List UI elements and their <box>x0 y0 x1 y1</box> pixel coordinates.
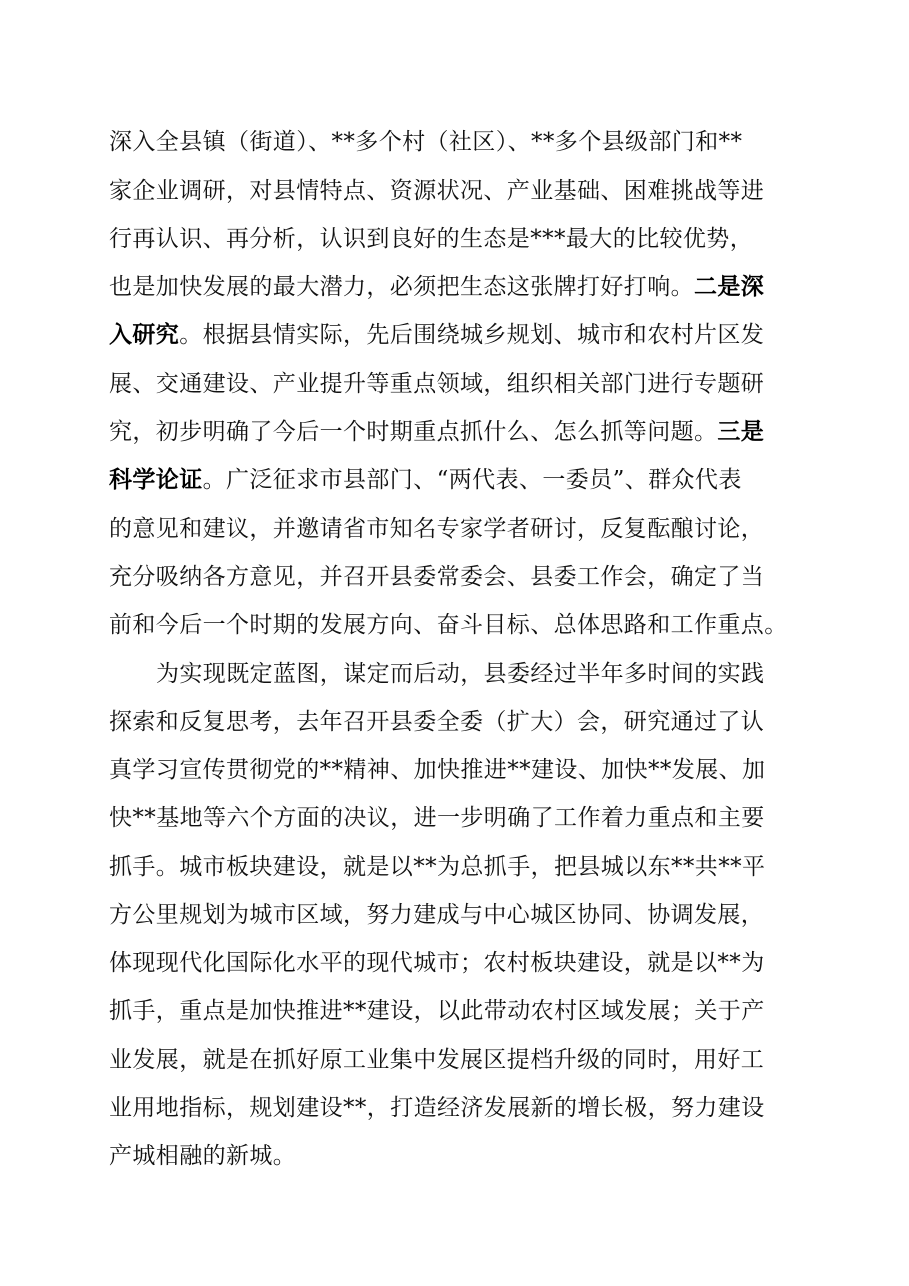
text-line-14 <box>109 750 765 790</box>
text-segment: 。根据县情实际，先后围绕城乡规划、城市和农村片区发 <box>179 322 765 348</box>
text-line-19 <box>109 991 765 1031</box>
text-line-11 <box>109 605 788 645</box>
text-segment: 究，初步明确了今后一个时期重点抓什么、怎么抓等问题。 <box>109 419 718 445</box>
text-line-3 <box>109 219 753 259</box>
text-line-5 <box>109 315 764 355</box>
text-line-8 <box>109 460 742 500</box>
text-segment: 。广泛征求市县部门、“两代表、一委员”、群众代表 <box>202 467 742 493</box>
bold-heading-segment: 科学论证 <box>109 467 203 493</box>
text-segment: 家企业调研，对县情特点、资源状况、产业基础、困难挑战等进 <box>109 178 765 204</box>
text-segment: 前和今后一个时期的发展方向、奋斗目标、总体思路和工作重点。 <box>109 612 788 638</box>
text-segment: 抓手。城市板块建设，就是以**为总抓手，把县城以东**共**平 <box>109 854 766 880</box>
text-line-21 <box>109 1088 765 1128</box>
bold-heading-segment: 三是 <box>717 419 765 445</box>
text-line-7 <box>109 412 764 452</box>
text-line-22 <box>109 1136 296 1176</box>
text-line-6 <box>109 364 764 404</box>
text-segment: 方公里规划为城市区域，努力建成与中心城区协同、协调发展， <box>109 902 765 928</box>
text-line-1 <box>109 122 742 162</box>
text-segment: 充分吸纳各方意见，并召开县委常委会、县委工作会，确定了当 <box>109 564 765 590</box>
text-segment: 抓手，重点是加快推进**建设，以此带动农村区域发展；关于产 <box>109 998 765 1024</box>
bold-heading-segment: 入研究 <box>109 322 180 348</box>
text-line-20 <box>109 1040 764 1080</box>
text-line-13 <box>109 702 764 742</box>
text-line-10 <box>109 557 764 597</box>
text-segment: 的意见和建议，并邀请省市知名专家学者研讨，反复酝酿讨论， <box>109 516 765 542</box>
text-segment: 业用地指标，规划建设**，打造经济发展新的增长极，努力建设 <box>109 1095 765 1121</box>
text-segment: 业发展，就是在抓好原工业集中发展区提档升级的同时，用好工 <box>109 1047 765 1073</box>
text-line-4 <box>109 267 764 307</box>
text-line-17 <box>109 895 764 935</box>
text-line-12 <box>156 654 764 694</box>
text-segment: 行再认识、再分析，认识到良好的生态是***最大的比较优势， <box>109 226 754 252</box>
text-segment: 体现现代化国际化水平的现代城市；农村板块建设，就是以**为 <box>109 950 765 976</box>
text-segment: 为实现既定蓝图，谋定而后动，县委经过半年多时间的实践 <box>156 661 765 687</box>
text-segment: 展、交通建设、产业提升等重点领域，组织相关部门进行专题研 <box>109 371 765 397</box>
text-line-9 <box>109 509 764 549</box>
bold-heading-segment: 二是深 <box>694 274 765 300</box>
text-segment: 产城相融的新城。 <box>109 1143 297 1169</box>
text-segment: 探索和反复思考，去年召开县委全委（扩大）会，研究通过了认 <box>109 709 765 735</box>
text-segment: 真学习宣传贯彻党的**精神、加快推进**建设、加快**发展、加 <box>109 757 766 783</box>
text-segment: 也是加快发展的最大潜力，必须把生态这张牌打好打响。 <box>109 274 694 300</box>
text-segment: 快**基地等六个方面的决议，进一步明确了工作着力重点和主要 <box>109 805 765 831</box>
text-segment: 深入全县镇（街道）、**多个村（社区）、**多个县级部门和** <box>109 129 743 155</box>
text-line-15 <box>109 798 765 838</box>
text-line-16 <box>109 847 765 887</box>
text-line-2 <box>109 171 764 211</box>
text-line-18 <box>109 943 765 983</box>
